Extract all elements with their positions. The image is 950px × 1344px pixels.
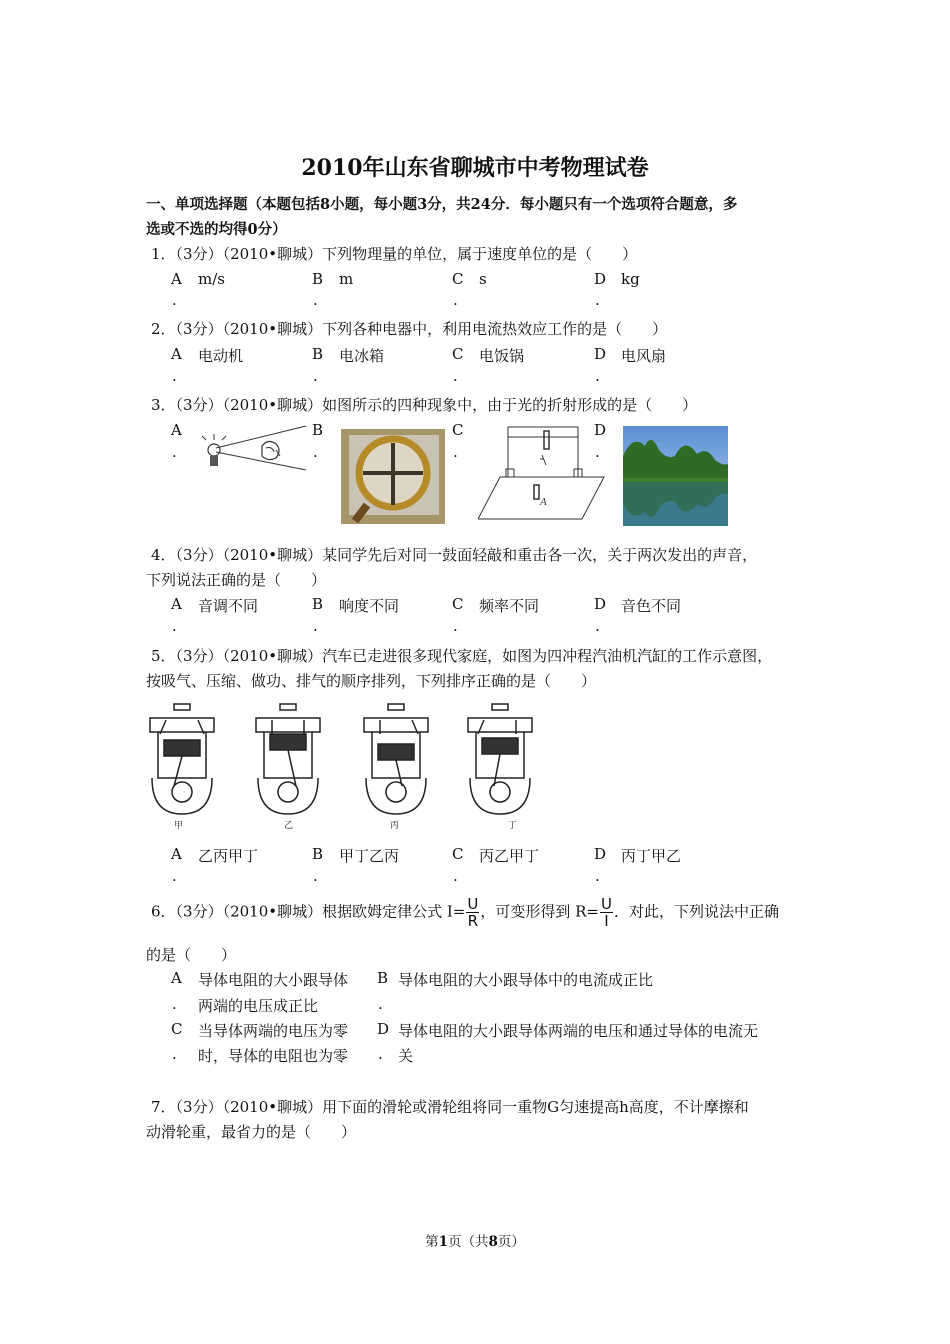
page-number: 1 [438,1234,448,1250]
option-dot: . [453,367,458,385]
question-1-stem: 1．（3分）（2010•聊城）下列物理量的单位，属于速度单位的是（ ） [151,245,638,263]
option-text[interactable]: 当导体两端的电压为零 [198,1022,349,1040]
question-5-stem-line2: 按吸气、压缩、做功、排气的顺序排列，下列排序正确的是（ ） [146,672,597,690]
option-dot: . [313,367,318,385]
resistance-fraction [600,896,613,929]
option-text[interactable]: 电动机 [198,347,244,365]
question-4-stem-line1: 4．（3分）（2010•聊城）某同学先后对同一鼓面轻敲和重击各一次，关于两次发出的声音， [151,546,758,564]
question-7-stem-line2: 动滑轮重，最省力的是（ ） [146,1123,357,1141]
plane-mirror-figure [478,421,608,523]
option-letter: D [594,845,607,863]
question-6-stem-line2: 的是（ ） [146,946,237,964]
option-letter[interactable]: C [452,421,464,439]
stem-text: 6．（3分）（2010•聊城）根据欧姆定律公式 I= [151,902,466,921]
page-footer [0,1230,950,1250]
option-letter: C [171,1020,183,1038]
option-letter: B [312,845,324,863]
footer-text: 页） [497,1234,525,1250]
option-letter: C [452,595,464,613]
magnifier-photo [341,429,445,524]
section-heading-line1: 一、单项选择题（本题包括8小题，每小题3分，共24分．每小题只有一个选项符合题意，多 [146,196,738,213]
option-text[interactable]: kg [621,270,640,288]
option-text[interactable]: 导体电阻的大小跟导体中的电流成正比 [398,971,654,989]
option-text[interactable]: 导体电阻的大小跟导体 [198,971,349,989]
question-2-stem: 2．（3分）（2010•聊城）下列各种电器中，利用电流热效应工作的是（ ） [151,320,668,338]
page-title: 2010年山东省聊城市中考物理试卷 [301,155,649,181]
option-letter: A [171,969,182,987]
figure-label: 丙 [390,821,400,831]
option-dot: . [172,1045,177,1063]
figure-label: 乙 [284,821,294,831]
question-7-stem-line1: 7．（3分）（2010•聊城）用下面的滑轮或滑轮组将同一重物G匀速提高h高度，不计摩擦和 [151,1098,749,1116]
option-letter: A [171,345,182,363]
option-dot: . [453,291,458,309]
option-text[interactable]: 电风扇 [621,347,667,365]
option-text[interactable]: m/s [198,270,225,288]
option-dot: . [595,443,600,461]
ohm-law-fraction [466,896,479,929]
option-letter: D [594,270,607,288]
option-dot: . [172,617,177,635]
page-total: 8 [488,1234,498,1250]
question-5-stem-line1: 5．（3分）（2010•聊城）汽车已走进很多现代家庭，如图为四冲程汽油机汽缸的工作示意图， [151,647,773,665]
question-6-stem-line1 [151,896,779,929]
option-text[interactable]: 导体电阻的大小跟导体两端的电压和通过导体的电流无 [398,1022,759,1040]
option-text[interactable]: 时，导体的电阻也为零 [198,1047,349,1065]
option-dot: . [172,443,177,461]
option-text[interactable]: 响度不同 [339,597,400,615]
option-dot: . [595,617,600,635]
option-letter: D [377,1020,390,1038]
option-text[interactable]: 关 [398,1047,414,1065]
fraction-denominator: R [467,912,479,930]
option-letter[interactable]: A [171,421,182,439]
option-letter[interactable]: D [594,421,607,439]
option-dot: . [313,617,318,635]
option-text[interactable]: m [339,270,354,288]
figure-label-a: A [540,496,547,508]
option-text[interactable]: 甲丁乙丙 [339,847,400,865]
option-dot: . [453,443,458,461]
option-dot: . [172,291,177,309]
option-letter: B [312,595,324,613]
engine-cylinder-figure [462,700,538,832]
option-dot: . [313,867,318,885]
option-letter: A [171,270,182,288]
option-letter: B [377,969,389,987]
option-dot: . [172,367,177,385]
option-text[interactable]: 两端的电压成正比 [198,997,319,1015]
fraction-numerator: U [467,895,479,913]
option-dot: . [172,995,177,1013]
option-text[interactable]: 音调不同 [198,597,259,615]
engine-cylinder-figure [250,700,326,832]
option-text[interactable]: 电饭锅 [479,347,525,365]
option-dot: . [453,617,458,635]
option-letter: B [312,345,324,363]
option-text[interactable]: 丙丁甲乙 [621,847,682,865]
footer-text: 页（共 [448,1234,489,1250]
engine-cylinder-figure [358,700,434,832]
footer-text: 第 [425,1234,439,1250]
figure-label: 甲 [174,821,184,831]
landscape-reflection-photo [623,426,728,526]
option-text[interactable]: 丙乙甲丁 [479,847,540,865]
fraction-denominator: I [604,912,609,930]
option-letter: B [312,270,324,288]
option-letter: D [594,595,607,613]
stem-text: ．对此，下列说法中正确 [613,902,779,921]
option-text[interactable]: s [479,270,487,288]
option-dot: . [595,291,600,309]
option-letter: A [171,595,182,613]
option-text[interactable]: 电冰箱 [339,347,385,365]
question-4-stem-line2: 下列说法正确的是（ ） [146,571,327,589]
engine-cylinder-figure [144,700,220,832]
section-heading-line2: 选或不选的均得0分） [146,221,287,238]
option-text[interactable]: 音色不同 [621,597,682,615]
option-dot: . [313,443,318,461]
question-3-stem: 3．（3分）（2010•聊城）如图所示的四种现象中，由于光的折射形成的是（ ） [151,396,698,414]
option-dot: . [313,291,318,309]
option-text[interactable]: 乙丙甲丁 [198,847,259,865]
option-letter: D [594,345,607,363]
option-letter: C [452,345,464,363]
fraction-numerator: U [601,895,612,913]
option-letter: C [452,845,464,863]
option-dot: . [453,867,458,885]
option-dot: . [595,367,600,385]
lamp-shadow-figure [196,418,308,478]
stem-text: ，可变形得到 R= [480,902,599,921]
option-text[interactable]: 频率不同 [479,597,540,615]
option-dot: . [595,867,600,885]
option-letter[interactable]: B [312,421,324,439]
option-dot: . [378,1045,383,1063]
option-dot: . [378,995,383,1013]
option-dot: . [172,867,177,885]
option-letter: A [171,845,182,863]
option-letter: C [452,270,464,288]
figure-label: 丁 [508,821,518,831]
